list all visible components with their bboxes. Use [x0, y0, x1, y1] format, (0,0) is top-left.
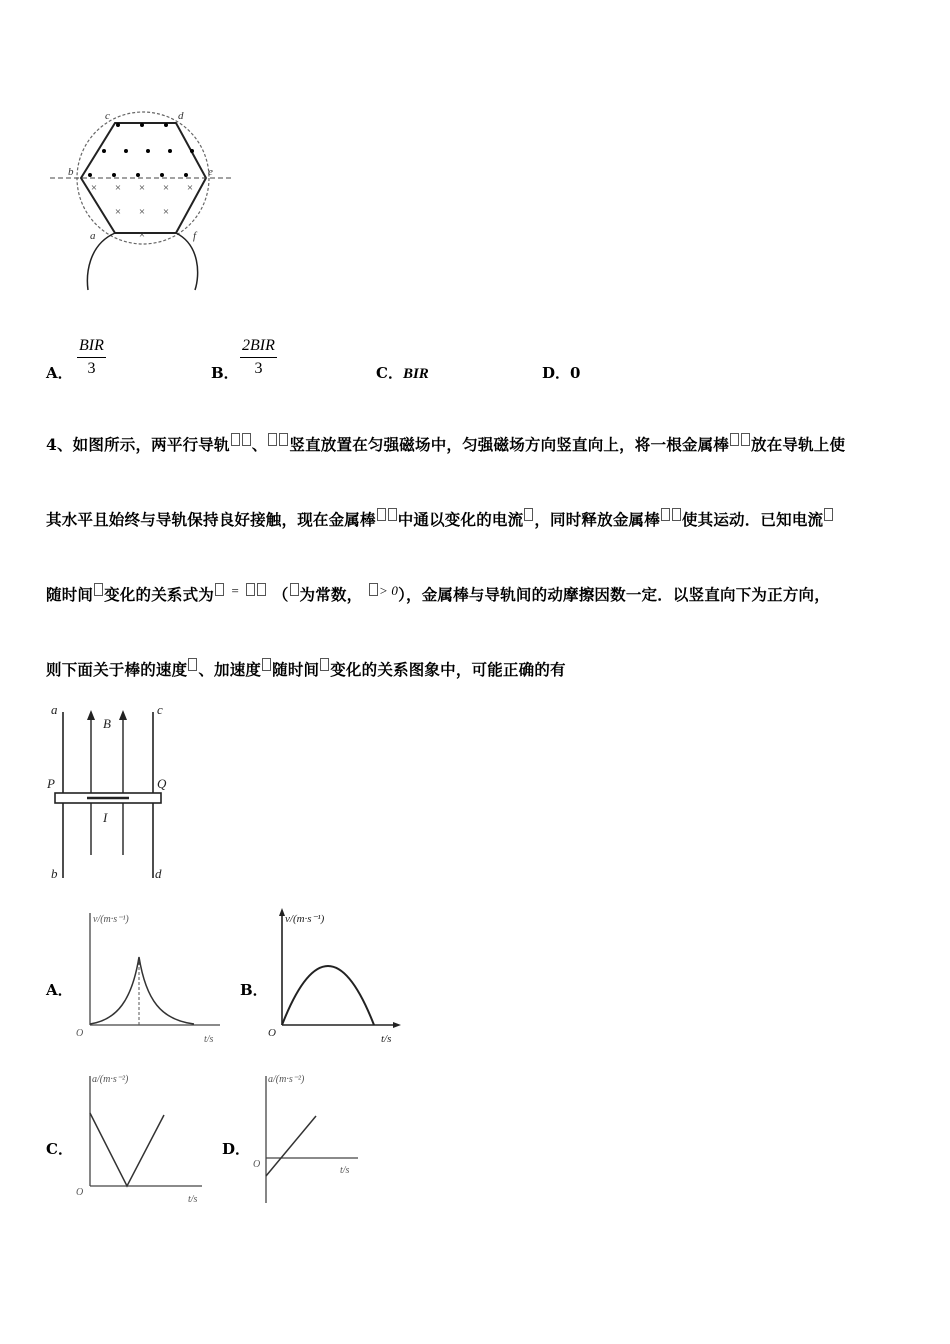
q4-line-2: [46, 508, 834, 530]
rails-label-q: Q: [157, 776, 167, 791]
graph-c-origin: O: [76, 1187, 84, 1198]
rails-label-d: d: [155, 866, 162, 881]
option-c[interactable]: [376, 362, 429, 383]
svg-text:×: ×: [186, 182, 194, 194]
option-b-fraction: [240, 337, 277, 378]
svg-text:×: ×: [162, 206, 170, 218]
q4-text: 为常数，: [299, 585, 363, 604]
q4-text: 竖直放置在匀强磁场中，匀强磁场方向竖直向上，将一根金属棒: [289, 435, 729, 454]
q4-text: 、加速度: [198, 660, 262, 679]
q4-text: 、: [251, 435, 268, 454]
option-a-numerator: BIR: [77, 337, 106, 358]
hex-label-f: f: [193, 230, 197, 242]
option-c-key: C．: [376, 364, 403, 382]
graph-c-xlabel: t/s: [188, 1194, 198, 1205]
q4-text: 则下面关于棒的速度: [46, 660, 188, 679]
q4-line-4: [46, 658, 566, 680]
hex-label-d: d: [178, 110, 184, 122]
graph-d: [248, 1068, 368, 1208]
graph-option-a[interactable]: A．: [46, 981, 73, 999]
q4-text: ，同时释放金属棒: [534, 510, 660, 529]
q4-text: 随时间: [46, 585, 94, 604]
graph-b-origin: O: [268, 1027, 276, 1039]
q4-text: 随时间: [272, 660, 320, 679]
hex-label-a: a: [90, 230, 96, 242]
option-a-key: A．: [46, 364, 73, 382]
hex-label-c: c: [105, 110, 110, 122]
graph-d-origin: O: [253, 1159, 261, 1170]
graph-d-xlabel: t/s: [340, 1165, 350, 1176]
graph-c-ylabel: a/(m·s⁻²): [92, 1074, 129, 1085]
svg-text:×: ×: [114, 206, 122, 218]
rails-label-b: b: [51, 866, 58, 881]
q4-line-3: [46, 583, 830, 605]
q4-text: 使其运动．已知电流: [681, 510, 824, 529]
svg-text:×: ×: [90, 182, 98, 194]
q4-text: 变化的关系式为: [104, 585, 215, 604]
graph-b: [262, 905, 412, 1050]
option-a-denominator: 3: [87, 360, 96, 377]
option-d-key: D．: [542, 364, 571, 382]
option-d-text: 0: [570, 364, 581, 382]
graph-a-ylabel: v/(m·s⁻¹): [93, 914, 129, 925]
option-a-fraction: [77, 337, 106, 378]
hexagon-field-figure: [48, 105, 238, 300]
rails-label-a: a: [51, 702, 58, 717]
rails-label-c: c: [157, 702, 163, 717]
option-d[interactable]: [542, 362, 580, 383]
q4-text: 中通以变化的电流: [397, 510, 524, 529]
q4-text: 放在导轨上使: [751, 435, 846, 454]
q4-text: 4、如图所示，两平行导轨: [46, 435, 230, 454]
rails-label-i: I: [103, 810, 108, 825]
q4-equals: =: [230, 583, 240, 598]
svg-text:×: ×: [114, 182, 122, 194]
graph-a: [72, 905, 232, 1050]
q4-line-1: [46, 433, 845, 455]
graph-a-xlabel: t/s: [204, 1034, 214, 1045]
hex-label-b: b: [68, 166, 74, 178]
option-b[interactable]: [211, 362, 239, 383]
rails-figure: [45, 700, 180, 885]
graph-option-b[interactable]: B．: [240, 981, 268, 999]
svg-text:×: ×: [138, 229, 146, 241]
option-c-text: BIR: [402, 366, 429, 382]
option-b-denominator: 3: [254, 360, 263, 377]
option-b-key: B．: [211, 364, 239, 382]
svg-text:×: ×: [138, 182, 146, 194]
graph-option-d[interactable]: D．: [222, 1140, 251, 1158]
graph-d-ylabel: a/(m·s⁻²): [268, 1074, 305, 1085]
rails-label-p: P: [47, 776, 55, 791]
svg-text:×: ×: [138, 206, 146, 218]
graph-c: [72, 1068, 212, 1208]
q4-text: ），金属棒与导轨间的动摩擦因数一定．以竖直向下为正方向，: [398, 585, 830, 604]
rails-label-b-field: B: [103, 716, 111, 731]
q4-text: （: [272, 585, 289, 604]
q4-text: 其水平且始终与导轨保持良好接触，现在金属棒: [46, 510, 376, 529]
hex-label-e: e: [208, 166, 213, 178]
graph-b-ylabel: v/(m·s⁻¹): [285, 913, 325, 925]
graph-a-origin: O: [76, 1028, 84, 1039]
option-b-numerator: 2BIR: [240, 337, 277, 358]
svg-text:×: ×: [162, 182, 170, 194]
option-a[interactable]: [46, 362, 73, 383]
graph-option-c[interactable]: C．: [46, 1140, 73, 1158]
q4-greater-than: > 0: [378, 583, 399, 598]
graph-b-xlabel: t/s: [381, 1033, 392, 1045]
q4-text: 变化的关系图象中，可能正确的有: [330, 660, 566, 679]
